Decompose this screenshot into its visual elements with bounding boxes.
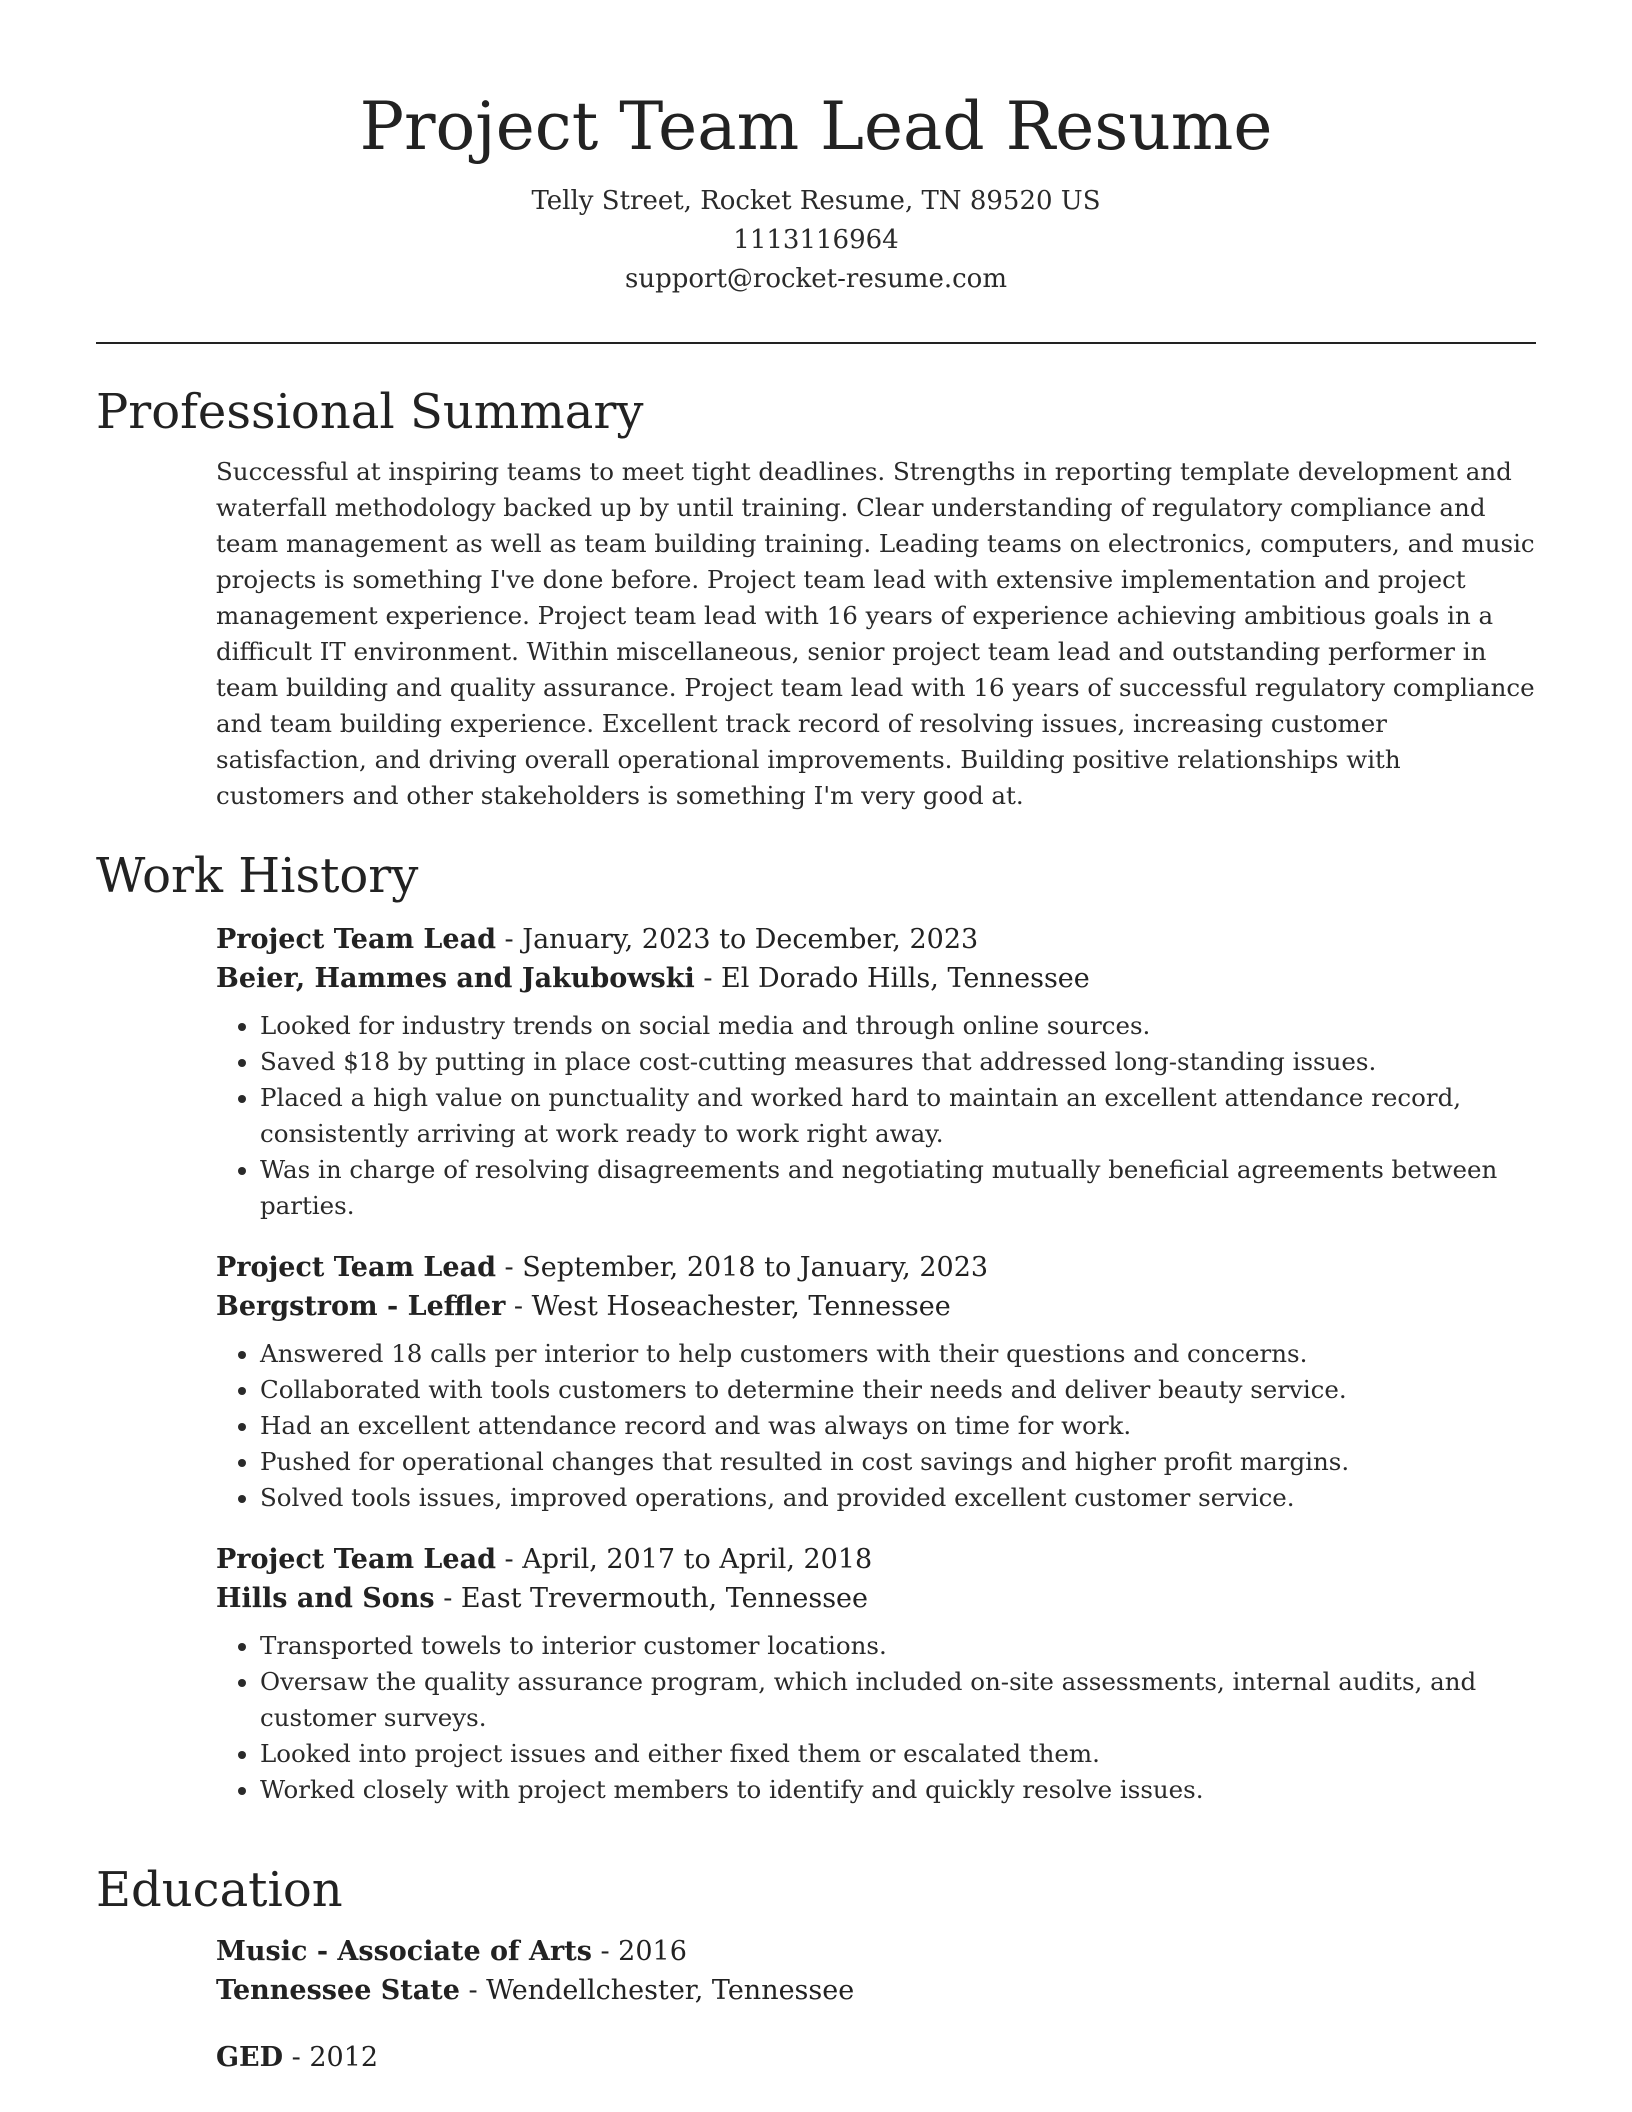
contact-address: Telly Street, Rocket Resume, TN 89520 US [531,186,1101,216]
education-year: - 2016 [591,1936,687,1967]
list-item: • Looked into project issues and either fixed them or escalated them. [260,1736,1536,1772]
list-item: • Worked closely with project members to identify and quickly resolve issues. [260,1772,1536,1808]
education-school-line [216,1971,1536,2010]
education-degree-line [216,1932,1536,1971]
job-bullets [216,1008,1536,1224]
list-item: • Had an excellent attendance record and was always on time for work. [260,1408,1536,1444]
list-item: • Was in charge of resolving disagreements and negotiating mutually beneficial agreements between parties. [260,1152,1536,1224]
education-degree: Music - Associate of Arts [216,1936,592,1967]
job-title-line [216,1248,1536,1287]
job-title: Project Team Lead [216,1544,496,1575]
education-degree: GED [216,2042,284,2073]
job-title: Project Team Lead [216,1252,496,1283]
education-section [96,1860,1536,2077]
job-bullets [216,1628,1536,1808]
list-item: • Collaborated with tools customers to determine their needs and deliver beauty service. [260,1372,1536,1408]
list-item: • Saved $18 by putting in place cost-cutting measures that addressed long-standing issues. [260,1044,1536,1080]
job-title-line [216,920,1536,959]
job-dates: - January, 2023 to December, 2023 [495,924,979,955]
list-item: • Looked for industry trends on social media and through online sources. [260,1008,1536,1044]
work-history-heading: Work History [96,848,419,904]
education-location: - Wendellchester, Tennessee [459,1975,855,2006]
job-company: Beier, Hammes and Jakubowski [216,963,695,994]
resume-header [0,0,1632,299]
education-year: - 2012 [283,2042,379,2073]
job-location: - El Dorado Hills, Tennessee [694,963,1090,994]
summary-text: Successful at inspiring teams to meet tight deadlines. Strengths in reporting template development and waterfall methodology backed up by until training. Clear understanding of regulatory compliance and team management as well as team building training. Leading teams on electronics, computers, and music projects is something I've done before. Project team lead with extensive implementation and project management experience. Project team lead with 16 years of experience achieving ambitious goals in a difficult IT environment. Within miscellaneous, senior project team lead and outstanding performer in team building and quality assurance. Project team lead with 16 years of successful regulatory compliance and team building experience. Excellent track record of resolving issues, increasing customer satisfaction, and driving overall operational improvements. Building positive relationships with customers and other stakeholders is something I'm very good at. [216,457,1535,810]
list-item: • Transported towels to interior customer locations. [260,1628,1536,1664]
job-dates: - September, 2018 to January, 2023 [495,1252,989,1283]
job-company-line [216,959,1536,998]
job-entry [216,1248,1536,1516]
education-entry [216,2038,1536,2077]
job-location: - West Hoseachester, Tennessee [505,1291,951,1322]
contact-block [0,182,1632,299]
education-entry [216,1932,1536,2010]
job-company-line [216,1287,1536,1326]
resume-title: Project Team Lead Resume [359,88,1273,165]
list-item: • Solved tools issues, improved operations, and provided excellent customer service. [260,1480,1536,1516]
work-history-section [96,846,1536,1808]
education-heading: Education [96,1862,343,1918]
job-bullets [216,1336,1536,1516]
list-item: • Answered 18 calls per interior to help customers with their questions and concerns. [260,1336,1536,1372]
job-company: Bergstrom - Leffler [216,1291,506,1322]
job-location: - East Trevermouth, Tennessee [434,1583,869,1614]
header-divider [96,342,1536,344]
job-title: Project Team Lead [216,924,496,955]
job-entry [216,1540,1536,1808]
job-company-line [216,1579,1536,1618]
job-title-line [216,1540,1536,1579]
job-dates: - April, 2017 to April, 2018 [495,1544,873,1575]
list-item: • Pushed for operational changes that resulted in cost savings and higher profit margins. [260,1444,1536,1480]
list-item: • Placed a high value on punctuality and worked hard to maintain an excellent attendance record, consistently arriving at work ready to work right away. [260,1080,1536,1152]
education-degree-line [216,2038,1536,2077]
education-school: Tennessee State [216,1975,460,2006]
contact-email: support@rocket-resume.com [624,264,1007,294]
contact-phone: 1113116964 [733,225,899,255]
job-company: Hills and Sons [216,1583,435,1614]
summary-section [96,382,1536,814]
job-entry [216,920,1536,1224]
summary-heading: Professional Summary [96,384,644,440]
list-item: • Oversaw the quality assurance program, which included on-site assessments, internal audits, and customer surveys. [260,1664,1536,1736]
